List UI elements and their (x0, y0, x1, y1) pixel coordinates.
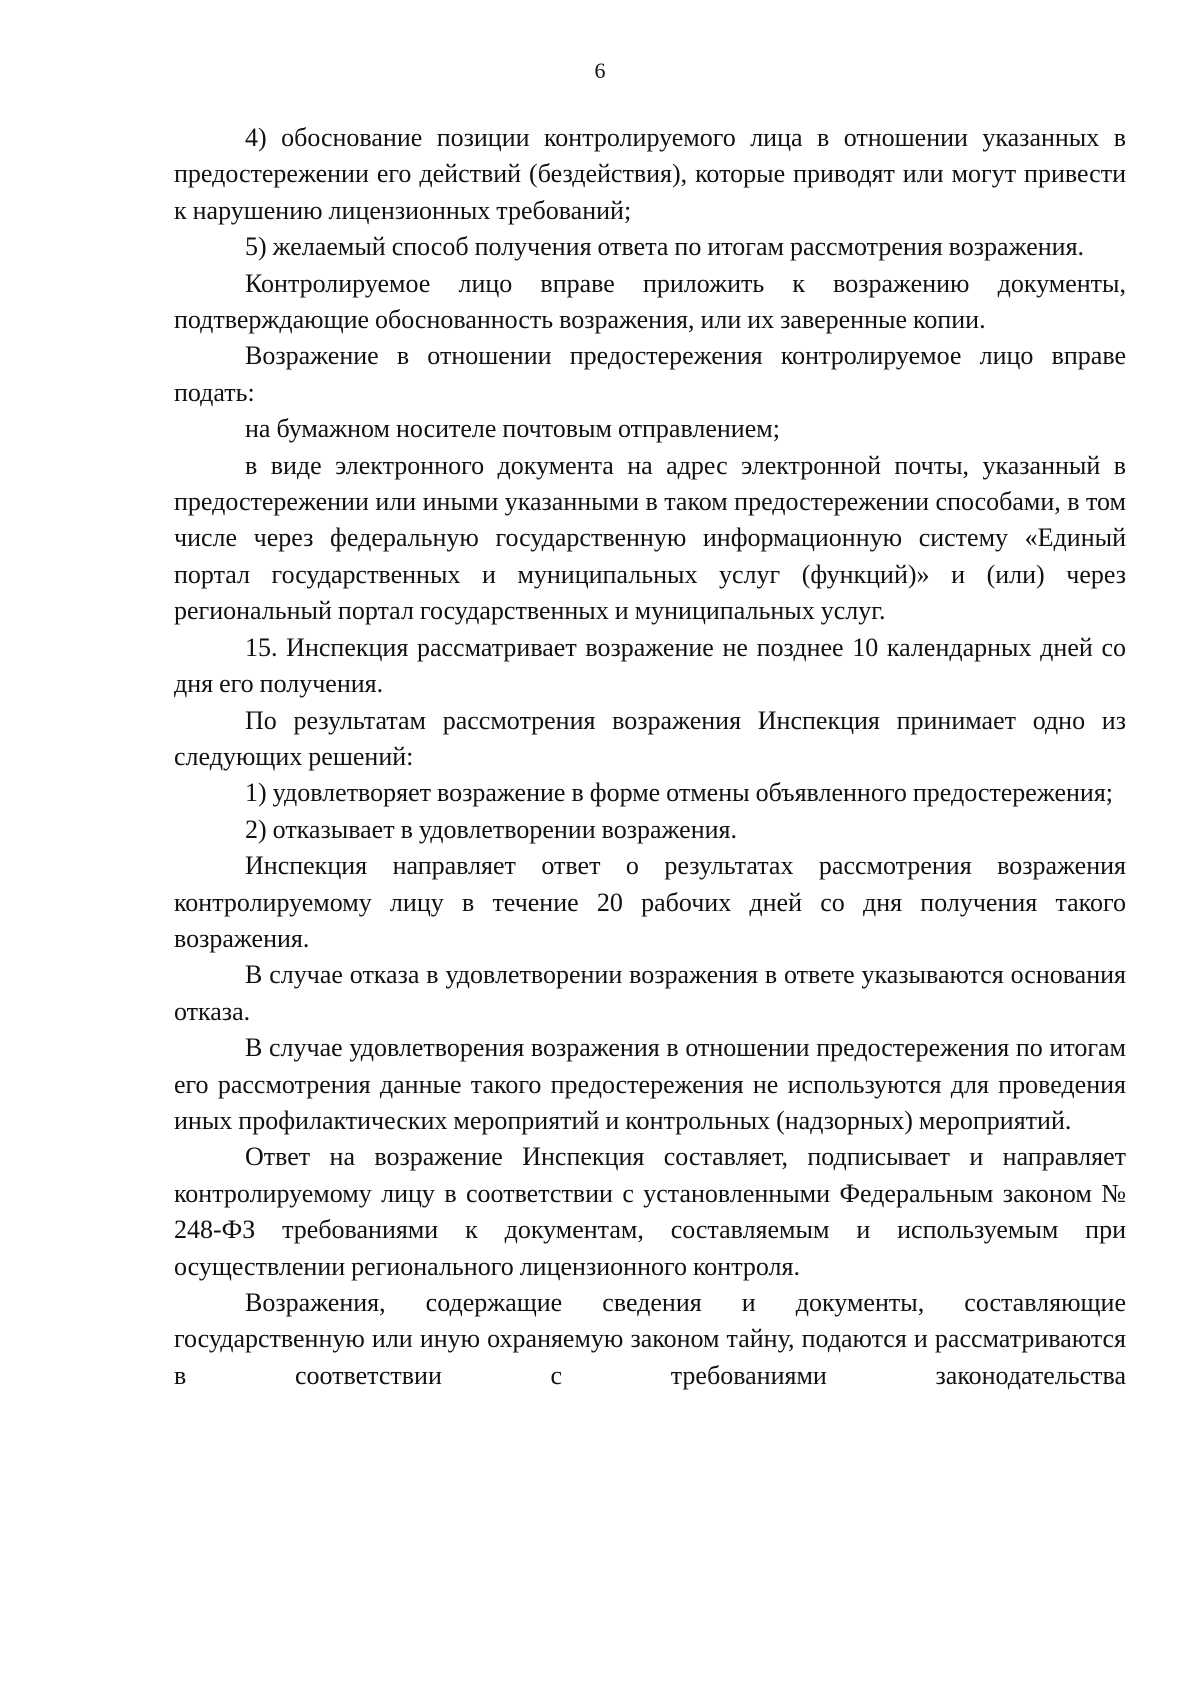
paragraph-section-15: 15. Инспекция рассматривает возражение не позднее 10 календарных дней со дня его получения. (174, 632, 1126, 699)
paragraph-item-4: 4) обоснование позиции контролируемого лица в отношении указанных в предостережении его действий (бездействия), которые приводят или могут привести к нарушению лицензионных требований; (174, 123, 1126, 225)
paragraph-response-composition: Ответ на возражение Инспекция составляет, подписывает и направляет контролируемому лицу в соответствии с установленными Федеральным законом № 248-ФЗ требованиями к документам, составляемым и используемым при осуществлении регионального лицензионного контроля. (174, 1142, 1126, 1281)
paragraph-response-deadline: Инспекция направляет ответ о результатах рассмотрения возражения контролируемому лицу в течение 20 рабочих дней со дня получения такого возражения. (174, 851, 1126, 953)
paragraph-secret-information: Возражения, содержащие сведения и документы, составляющие государственную или иную охраняемую законом тайну, подаются и рассматриваются в соответствии с требованиями законодательства (174, 1288, 1126, 1390)
paragraph-attach-documents: Контролируемое лицо вправе приложить к возражению документы, подтверждающие обоснованность возражения, или их заверенные копии. (174, 268, 1126, 335)
paragraph-objection-submit: Возражение в отношении предостережения контролируемое лицо вправе подать: (174, 341, 1126, 407)
paragraph-refusal-grounds: В случае отказа в удовлетворении возражения в ответе указываются основания отказа. (174, 960, 1126, 1026)
paragraph-item-5: 5) желаемый способ получения ответа по итогам рассмотрения возражения. (245, 232, 1085, 262)
paragraph-decision-2: 2) отказывает в удовлетворении возражения. (245, 814, 737, 844)
document-body (174, 120, 1126, 1394)
paragraph-decisions-intro: По результатам рассмотрения возражения Инспекция принимает одно из следующих решений: (174, 705, 1126, 771)
page-number: 6 (594, 58, 606, 83)
paragraph-satisfaction-consequence: В случае удовлетворения возражения в отношении предостережения по итогам его рассмотрения данные такого предостережения не используются для проведения иных профилактических мероприятий и контрольных (надзорных) мероприятий. (174, 1033, 1126, 1135)
paragraph-decision-1: 1) удовлетворяет возражение в форме отмены объявленного предостережения; (245, 778, 1113, 808)
paragraph-paper-submission: на бумажном носителе почтовым отправлением; (245, 414, 780, 444)
paragraph-electronic-submission: в виде электронного документа на адрес электронной почты, указанный в предостережении или иными указанными в таком предостережении способами, в том числе через федеральную государственную информационную систему «Единый портал государственных и муниципальных услуг (функций)» и (или) через региональный портал государственных и муниципальных услуг. (174, 450, 1126, 626)
